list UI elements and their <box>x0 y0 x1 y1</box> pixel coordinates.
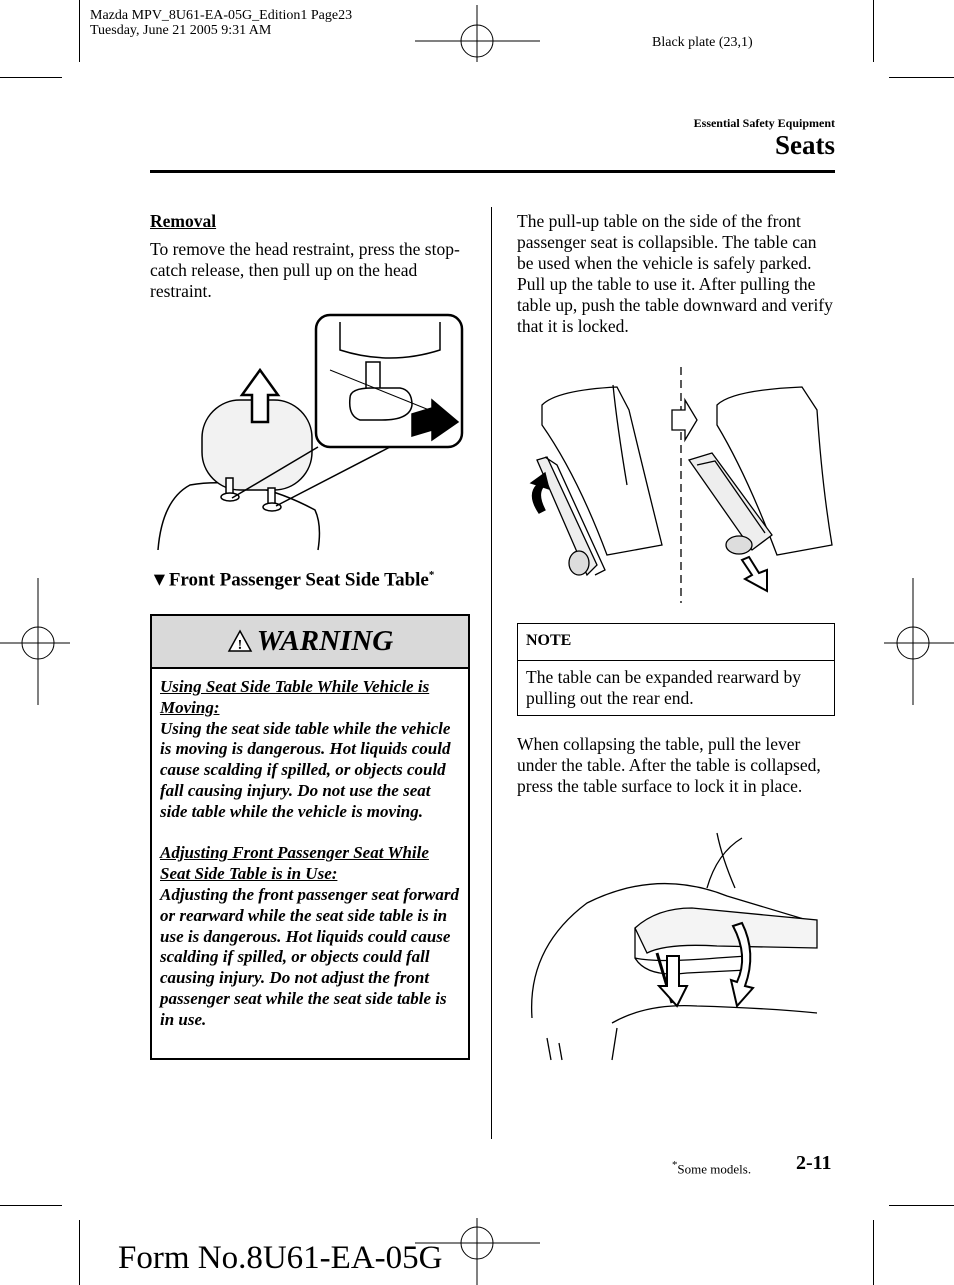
warning-heading-2: Adjusting Front Passenger Seat While Seat Side Table is in Use: <box>160 843 429 884</box>
plate-label: Black plate (23,1) <box>652 35 753 50</box>
right-paragraph-1b: Pull up the table to use it. After pulling the table up, push the table downward and verify that it is locked. <box>517 274 833 336</box>
footnote-star: * <box>672 1159 678 1171</box>
print-header-line2: Tuesday, June 21 2005 9:31 AM <box>90 23 272 38</box>
right-paragraph-2: When collapsing the table, pull the lever under the table. After the table is collapsed, press the table surface to lock it in place. <box>517 734 821 796</box>
section-subheading <box>150 569 434 591</box>
right-paragraph-1 <box>517 211 837 337</box>
warning-heading-1: Using Seat Side Table While Vehicle is Moving: <box>160 677 430 717</box>
footnote <box>672 1159 751 1177</box>
subheading-text: Front Passenger Seat Side Table <box>168 569 429 591</box>
print-header-line1: Mazda MPV_8U61-EA-05G_Edition1 Page23 <box>90 8 353 23</box>
warning-header <box>152 616 468 669</box>
footnote-text: Some models. <box>677 1161 752 1177</box>
warning-triangle-icon <box>227 629 253 653</box>
right-paragraph-1a: The pull-up table on the side of the front passenger seat is collapsible. The table can be used when the vehicle is safely parked. <box>517 211 817 273</box>
warning-text-1: Using the seat side table while the vehicle is moving is dangerous. Hot liquids could cause scalding if spilled, or objects could fall causing injury. Do not use the seat side table while the vehicle is moving. <box>160 718 451 821</box>
triangle-marker-icon: ▼ <box>150 569 169 591</box>
note-box <box>517 623 835 716</box>
note-text: The table can be expanded rearward by pulling out the rear end. <box>526 667 801 708</box>
svg-text:!: ! <box>237 638 243 653</box>
page-number: 2-11 <box>796 1152 832 1174</box>
form-number: Form No.8U61-EA-05G <box>118 1240 443 1276</box>
warning-body <box>152 669 468 1031</box>
warning-text-2: Adjusting the front passenger seat forward or rearward while the seat side table is in use is dangerous. Hot liquids could cause scalding if spilled, or objects could fall causing injury. Do not adjust the front passenger seat while the seat side table is in use. <box>160 884 459 1029</box>
column-divider <box>491 207 492 1139</box>
note-title: NOTE <box>518 624 834 661</box>
warning-box <box>150 614 470 1060</box>
some-models-star: * <box>428 569 435 581</box>
header-rule <box>150 170 835 173</box>
head-restraint-illustration <box>150 310 470 555</box>
warning-title: WARNING <box>256 625 394 657</box>
side-table-pullup-illustration <box>517 365 835 605</box>
page-title: Seats <box>775 130 835 160</box>
removal-heading: Removal <box>150 211 217 231</box>
side-table-collapse-illustration <box>517 828 835 1068</box>
removal-text: To remove the head restraint, press the stop-catch release, then pull up on the head restraint. <box>150 239 460 301</box>
section-label: Essential Safety Equipment <box>693 116 835 130</box>
